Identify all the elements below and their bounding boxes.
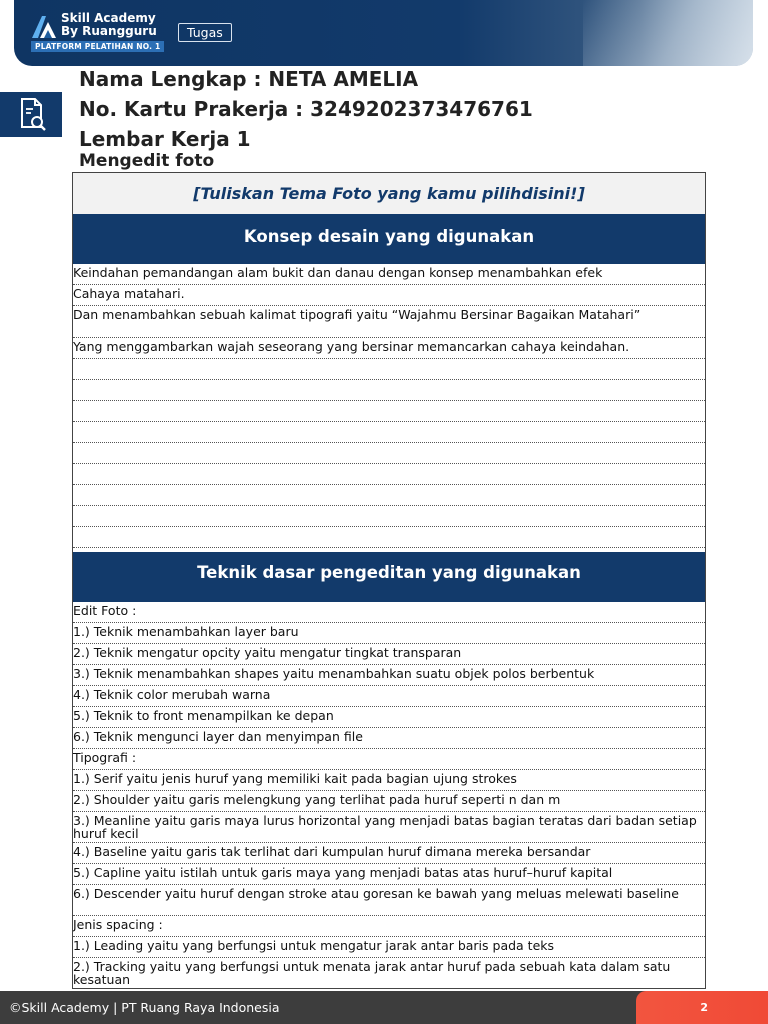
technique-row[interactable]: 6.) Descender yaitu huruf dengan stroke atau goresan ke bawah yang meluas melewati baseline [73,885,705,916]
photo-theme-field[interactable]: [Tuliskan Tema Foto yang kamu pilihdisini!] [73,173,705,215]
technique-row[interactable]: 2.) Teknik mengatur opcity yaitu mengatur tingkat transparan [73,644,705,665]
concept-row[interactable] [73,359,705,380]
footer-copyright: ©Skill Academy | PT Ruang Raya Indonesia [9,1000,280,1015]
technique-row[interactable]: 1.) Leading yaitu yang berfungsi untuk mengatur jarak antar baris pada teks [73,937,705,958]
worksheet-title: Lembar Kerja 1 [79,127,251,151]
concept-row[interactable] [73,506,705,527]
tugas-tag: Tugas [178,23,232,42]
concept-row[interactable] [73,443,705,464]
technique-row[interactable]: 4.) Teknik color merubah warna [73,686,705,707]
concept-row[interactable] [73,464,705,485]
header-banner [14,0,753,66]
footer-accent [636,991,768,1024]
skill-academy-logo-icon [30,14,58,40]
footer-bar [0,991,768,1024]
worksheet-table [72,172,706,989]
concept-row[interactable]: Keindahan pemandangan alam bukit dan danau dengan konsep menambahkan efek [73,264,705,285]
document-search-icon [0,92,62,137]
concept-row[interactable] [73,485,705,506]
design-concept-rows [73,264,705,569]
technique-row[interactable]: 2.) Shoulder yaitu garis melengkung yang terlihat pada huruf seperti n dan m [73,791,705,812]
concept-row[interactable] [73,401,705,422]
technique-row[interactable]: 5.) Capline yaitu istilah untuk garis maya yang menjadi batas atas huruf–huruf kapital [73,864,705,885]
technique-row[interactable]: Jenis spacing : [73,916,705,937]
brand-line-2: By Ruangguru [61,24,157,38]
design-concept-heading: Konsep desain yang digunakan [73,214,705,264]
editing-technique-heading: Teknik dasar pengeditan yang digunakan [73,552,705,602]
banner-photo [583,0,753,66]
technique-row[interactable]: 5.) Teknik to front menampilkan ke depan [73,707,705,728]
brand-line-1: Skill Academy [61,11,156,25]
technique-row[interactable]: 1.) Teknik menambahkan layer baru [73,623,705,644]
task-title: Mengedit foto [79,151,215,171]
concept-row[interactable]: Yang menggambarkan wajah seseorang yang bersinar memancarkan cahaya keindahan. [73,338,705,359]
full-name: Nama Lengkap : NETA AMELIA [79,67,419,91]
technique-row[interactable]: 1.) Serif yaitu jenis huruf yang memiliki kait pada bagian ujung strokes [73,770,705,791]
concept-row[interactable] [73,527,705,548]
concept-row[interactable]: Cahaya matahari. [73,285,705,306]
concept-row[interactable] [73,422,705,443]
technique-row[interactable]: 3.) Meanline yaitu garis maya lurus horizontal yang menjadi batas bagian teratas dari badan setiap huruf kecil [73,812,705,843]
technique-row[interactable]: Tipografi : [73,749,705,770]
technique-row[interactable]: 6.) Teknik mengunci layer dan menyimpan file [73,728,705,749]
technique-row[interactable]: 3.) Teknik menambahkan shapes yaitu menambahkan suatu objek polos berbentuk [73,665,705,686]
concept-row[interactable]: Dan menambahkan sebuah kalimat tipografi yaitu “Wajahmu Bersinar Bagaikan Matahari” [73,306,705,338]
technique-row[interactable]: 2.) Tracking yaitu yang berfungsi untuk menata jarak antar huruf pada sebuah kata dalam satu kesatuan [73,959,671,987]
technique-row[interactable]: Edit Foto : [73,602,705,623]
brand-subtitle: PLATFORM PELATIHAN NO. 1 [31,41,164,52]
document-search-glyph [0,92,62,137]
page-number: 2 [700,1001,708,1014]
editing-technique-rows [73,602,705,989]
technique-row[interactable]: 4.) Baseline yaitu garis tak terlihat dari kumpulan huruf dimana mereka bersandar [73,843,705,864]
prakerja-card-number: No. Kartu Prakerja : 3249202373476761 [79,97,533,121]
brand-name [61,12,157,38]
concept-row[interactable] [73,380,705,401]
